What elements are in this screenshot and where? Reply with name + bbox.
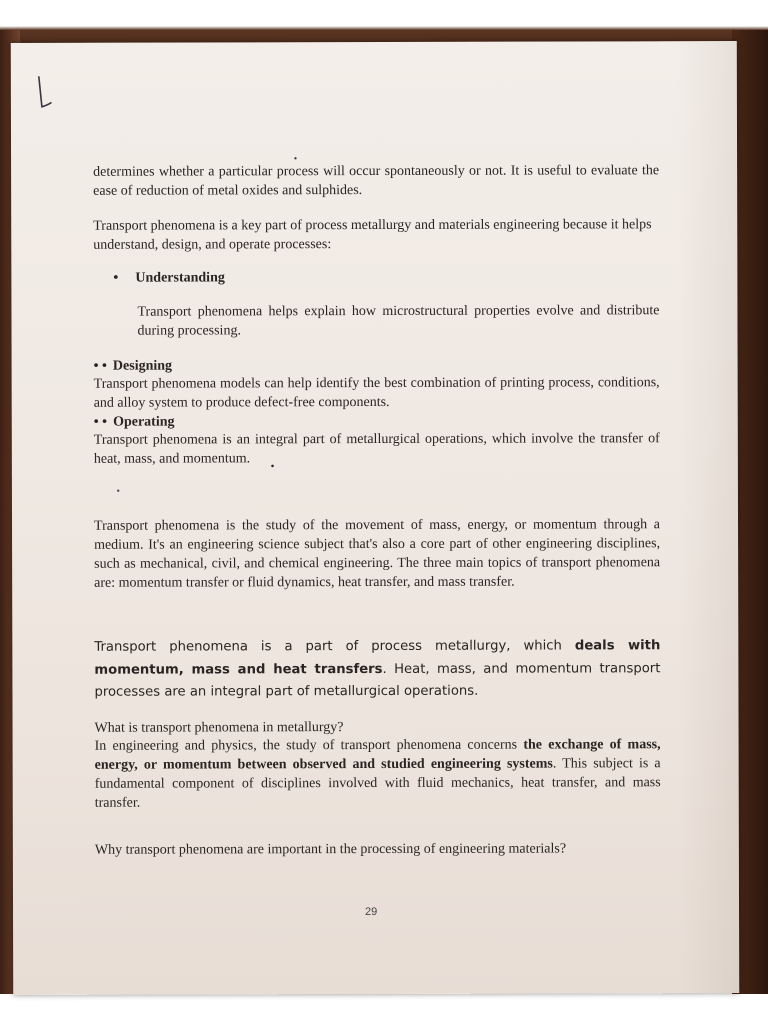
designing-heading: Designing bbox=[112, 358, 173, 374]
page-shadow bbox=[677, 41, 739, 993]
engineering-paragraph-bold: the exchange of mass, energy, or momentum between observed and studied engineering systems bbox=[94, 737, 661, 773]
double-bullet-marker: • • bbox=[93, 414, 108, 430]
understanding-text: Transport phenomena helps explain how microstructural properties evolve and distribute during processing. bbox=[137, 303, 660, 339]
engineering-paragraph-part1: In engineering and physics, the study of transport phenomena concerns bbox=[94, 737, 524, 754]
stray-dot: • bbox=[293, 154, 298, 164]
sans-paragraph-bold: deals with momentum, mass and heat transfers bbox=[94, 638, 661, 678]
sans-paragraph-part2: . Heat, mass, and momentum transport processes are an integral part of metallurgical operations. bbox=[94, 660, 661, 700]
engineering-paragraph bbox=[95, 735, 661, 812]
page-number: 29 bbox=[365, 905, 378, 919]
operating-text: Transport phenomena is an integral part of metallurgical operations, which involve the transfer of heat, mass, and momentum. bbox=[93, 431, 660, 467]
bullet-marker: • bbox=[113, 270, 119, 286]
study-paragraph: Transport phenomena is the study of the movement of mass, energy, or momentum through a medium. It's an engineering science subject that's also a core part of other engineering disciplines, such as mechanical, civil, and chemical engineering. The three main topics of transport phenomena are: momentum transfer or fluid dynamics, heat transfer, and mass transfer. bbox=[94, 517, 661, 591]
understanding-bullet bbox=[113, 267, 653, 287]
question-heading: Why transport phenomena are important in the processing of engineering materials? bbox=[94, 841, 567, 858]
stray-dot: • bbox=[115, 486, 121, 496]
stray-dot: • bbox=[269, 462, 276, 473]
document-page bbox=[11, 41, 739, 995]
designing-text: Transport phenomena models can help identify the best combination of printing process, conditions, and alloy system to produce defect-free components. bbox=[93, 375, 660, 411]
sans-paragraph-part1: Transport phenomena is a part of process metallurgy, which bbox=[94, 638, 575, 655]
sans-paragraph bbox=[94, 635, 660, 704]
double-bullet-marker: • • bbox=[93, 358, 107, 374]
engineering-paragraph-part2: . This subject is a fundamental component of disciplines involved with fluid mechanics, heat transfer, and mass transfer. bbox=[94, 756, 661, 811]
operating-bullet bbox=[94, 413, 175, 432]
intro-paragraph: determines whether a particular process will occur spontaneously or not. It is useful to evaluate the ease of reduction of metal oxides and sulphides. bbox=[93, 163, 660, 199]
key-part-paragraph: Transport phenomena is a key part of process metallurgy and materials engineering because it helps understand, design, and operate processes: bbox=[93, 217, 652, 253]
question-heading: What is transport phenomena in metallurgy? bbox=[94, 720, 344, 736]
page-content bbox=[93, 117, 661, 919]
bottom-margin bbox=[0, 994, 768, 1024]
operating-heading: Operating bbox=[113, 414, 175, 430]
pen-mark-icon bbox=[35, 73, 65, 113]
understanding-heading: Understanding bbox=[135, 270, 225, 286]
designing-bullet bbox=[94, 357, 172, 376]
